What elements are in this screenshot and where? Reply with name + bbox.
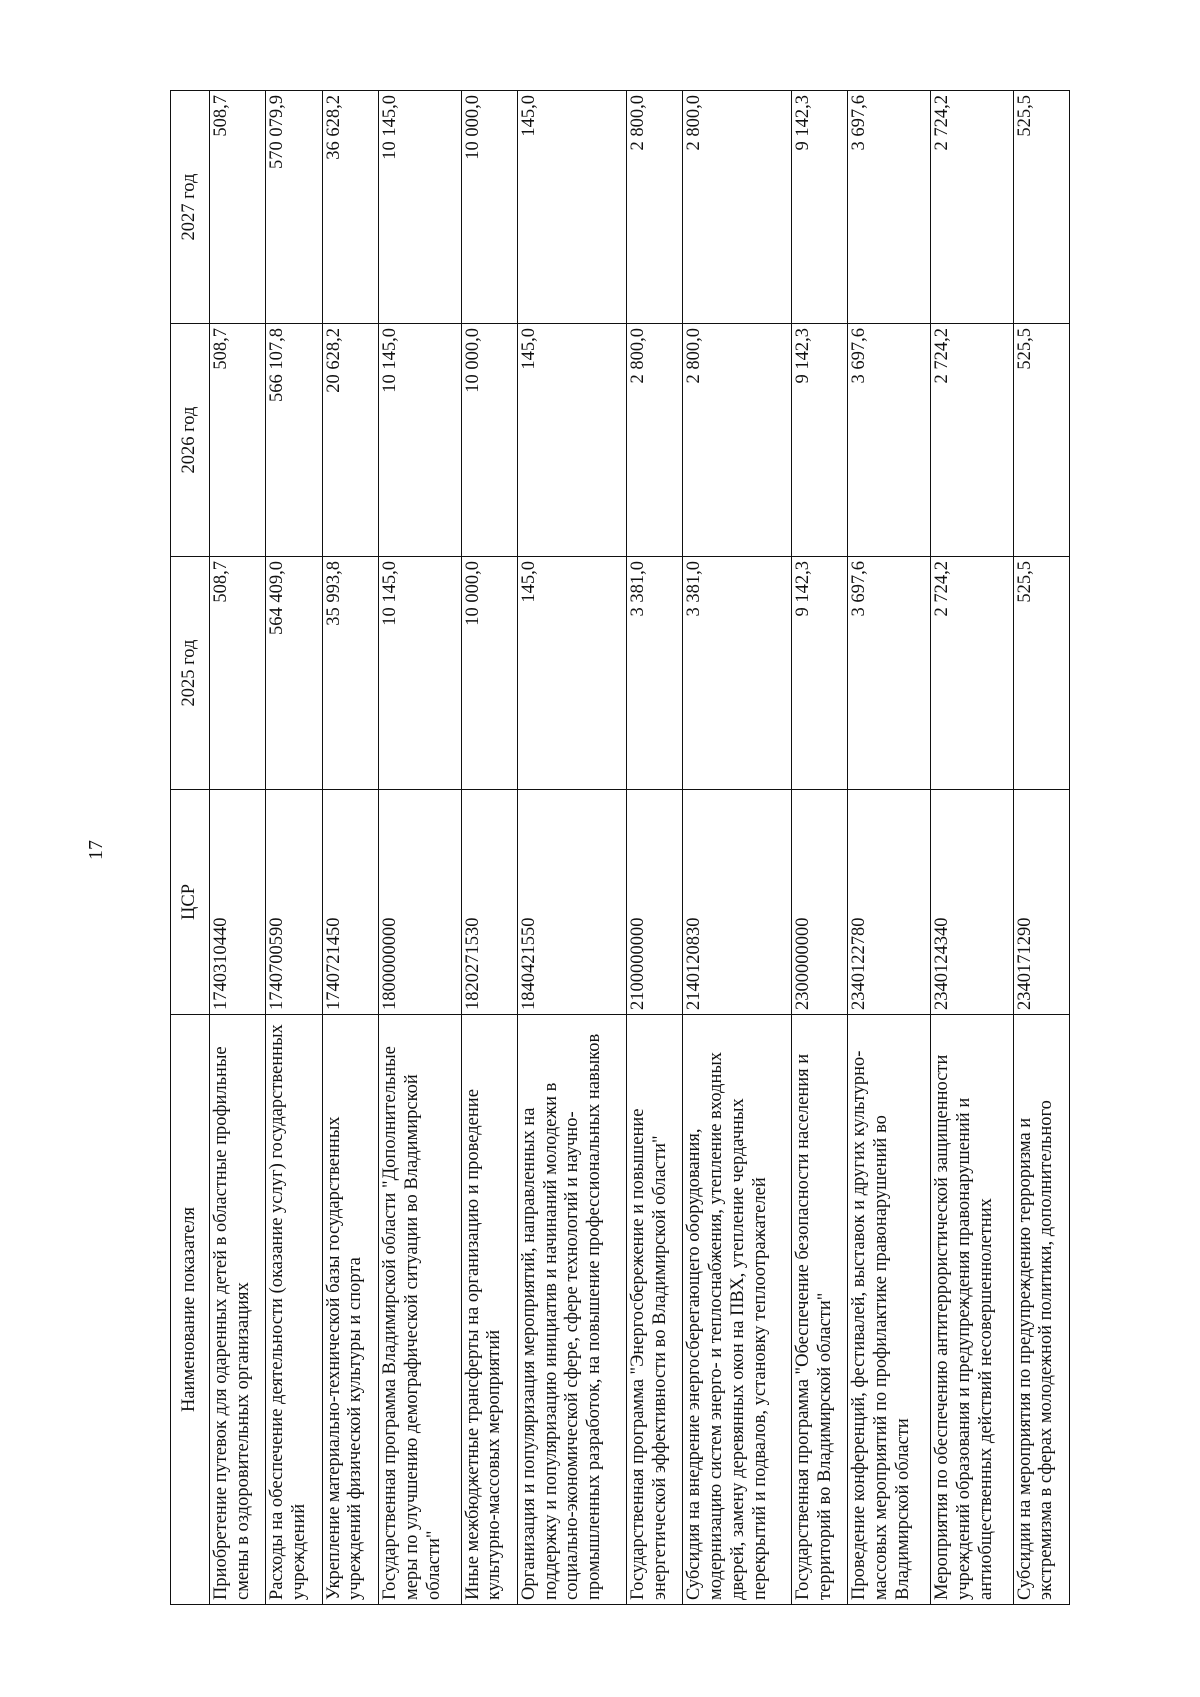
budget-table <box>170 90 1070 1605</box>
table-row <box>322 91 378 1605</box>
rotated-table-container <box>170 90 1070 1605</box>
row-name: Субсидии на мероприятия по предупреждению терроризма и экстремизма в сферах молодежной политики, дополнительного <box>1013 1015 1069 1605</box>
row-csr: 2140120830 <box>683 790 792 1015</box>
row-csr: 2340122780 <box>848 790 931 1015</box>
row-csr: 2100000000 <box>626 790 682 1015</box>
table-row <box>792 91 848 1605</box>
row-2026: 525,5 <box>1013 324 1069 557</box>
row-2026: 9 142,3 <box>792 324 848 557</box>
row-2027: 10 145,0 <box>378 91 461 324</box>
row-csr: 1740310440 <box>210 790 266 1015</box>
row-csr: 1840421550 <box>517 790 626 1015</box>
header-name: Наименование показателя <box>171 1015 210 1605</box>
row-2025: 564 409,0 <box>266 557 322 790</box>
table-row <box>1013 91 1069 1605</box>
table-row <box>210 91 266 1605</box>
row-2026: 2 800,0 <box>683 324 792 557</box>
row-name: Государственная программа "Энергосбережение и повышение энергетической эффективности во Владимирской области" <box>626 1015 682 1605</box>
row-2025: 3 381,0 <box>683 557 792 790</box>
row-2025: 3 697,6 <box>848 557 931 790</box>
row-2027: 525,5 <box>1013 91 1069 324</box>
row-csr: 1820271530 <box>461 790 517 1015</box>
row-2025: 10 145,0 <box>378 557 461 790</box>
row-2026: 566 107,8 <box>266 324 322 557</box>
row-2027: 10 000,0 <box>461 91 517 324</box>
table-row <box>378 91 461 1605</box>
row-name: Иные межбюджетные трансферты на организацию и проведение культурно-массовых мероприятий <box>461 1015 517 1605</box>
row-2027: 570 079,9 <box>266 91 322 324</box>
row-2025: 2 724,2 <box>931 557 1014 790</box>
row-2027: 9 142,3 <box>792 91 848 324</box>
row-name: Проведение конференций, фестивалей, выставок и других культурно-массовых мероприятий по профилактике правонарушений во Владимирской области <box>848 1015 931 1605</box>
row-name: Субсидия на внедрение энергосберегающего оборудования, модернизацию систем энерго- и теплоснабжения, утепление входных дверей, замену деревянных окон на ПВХ, утепление чердачных перекрытий и подвалов, установку теплоотражателей <box>683 1015 792 1605</box>
row-name: Укрепление материально-технической базы государственных учреждений физической культуры и спорта <box>322 1015 378 1605</box>
row-2026: 2 724,2 <box>931 324 1014 557</box>
row-2026: 10 145,0 <box>378 324 461 557</box>
row-2025: 35 993,8 <box>322 557 378 790</box>
row-2027: 145,0 <box>517 91 626 324</box>
header-csr: ЦСР <box>171 790 210 1015</box>
row-2025: 3 381,0 <box>626 557 682 790</box>
row-name: Расходы на обеспечение деятельности (оказание услуг) государственных учреждений <box>266 1015 322 1605</box>
row-2025: 525,5 <box>1013 557 1069 790</box>
row-2025: 145,0 <box>517 557 626 790</box>
row-2025: 10 000,0 <box>461 557 517 790</box>
row-2025: 9 142,3 <box>792 557 848 790</box>
row-csr: 2300000000 <box>792 790 848 1015</box>
row-2026: 10 000,0 <box>461 324 517 557</box>
row-2026: 3 697,6 <box>848 324 931 557</box>
row-csr: 2340171290 <box>1013 790 1069 1015</box>
table-row <box>848 91 931 1605</box>
row-name: Организация и популяризация мероприятий, направленных на поддержку и популяризацию инициатив и начинаний молодежи в социально-экономической сфере, сфере технологий и научно-промышленных разработок, на повышение профессиональных навыков <box>517 1015 626 1605</box>
row-2027: 2 800,0 <box>626 91 682 324</box>
row-2027: 36 628,2 <box>322 91 378 324</box>
row-name: Мероприятия по обеспечению антитеррористической защищенности учреждений образования и предупреждения правонарушений и антиобщественных действий несовершеннолетних <box>931 1015 1014 1605</box>
table-row <box>931 91 1014 1605</box>
row-2027: 3 697,6 <box>848 91 931 324</box>
row-name: Государственная программа Владимирской области "Дополнительные меры по улучшению демографической ситуации во Владимирской области" <box>378 1015 461 1605</box>
table-row <box>517 91 626 1605</box>
row-2027: 508,7 <box>210 91 266 324</box>
row-csr: 1740721450 <box>322 790 378 1015</box>
table-row <box>461 91 517 1605</box>
row-2027: 2 724,2 <box>931 91 1014 324</box>
table-row <box>683 91 792 1605</box>
table-row <box>626 91 682 1605</box>
row-csr: 1740700590 <box>266 790 322 1015</box>
row-2026: 20 628,2 <box>322 324 378 557</box>
row-2026: 145,0 <box>517 324 626 557</box>
row-csr: 2340124340 <box>931 790 1014 1015</box>
page-number: 17 <box>85 840 107 860</box>
table-header-row <box>171 91 210 1605</box>
row-2026: 2 800,0 <box>626 324 682 557</box>
table-row <box>266 91 322 1605</box>
row-2026: 508,7 <box>210 324 266 557</box>
row-2025: 508,7 <box>210 557 266 790</box>
row-name: Приобретение путевок для одаренных детей в областные профильные смены в оздоровительных организациях <box>210 1015 266 1605</box>
header-2025: 2025 год <box>171 557 210 790</box>
row-2027: 2 800,0 <box>683 91 792 324</box>
row-csr: 1800000000 <box>378 790 461 1015</box>
row-name: Государственная программа "Обеспечение безопасности населения и территорий во Владимирской области" <box>792 1015 848 1605</box>
header-2027: 2027 год <box>171 91 210 324</box>
header-2026: 2026 год <box>171 324 210 557</box>
